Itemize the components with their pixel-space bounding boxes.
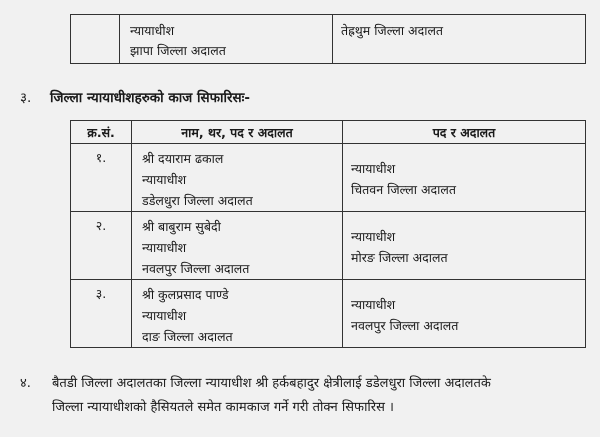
- post-cell: [343, 280, 586, 348]
- cell-line: झापा जिल्ला अदालत: [130, 43, 226, 58]
- post-cell: [333, 15, 586, 64]
- cell-line: न्यायाधीश: [142, 308, 187, 323]
- name-cell: [120, 15, 333, 64]
- serial-cell: [71, 15, 120, 64]
- column-header-name: नाम, थर, पद र अदालत: [132, 121, 343, 144]
- section-number: ३.: [20, 90, 32, 106]
- section-title: जिल्ला न्यायाधीशहरुको काज सिफारिसः-: [50, 90, 250, 106]
- section-3-heading: [20, 88, 250, 106]
- table-row: [71, 15, 586, 64]
- section-4-paragraph: [20, 372, 600, 420]
- cell-line: दाङ जिल्ला अदालत: [142, 329, 233, 344]
- name-cell: [132, 280, 343, 348]
- table-row: [71, 144, 586, 212]
- cell-line: न्यायाधीश: [351, 160, 396, 176]
- table-row: [71, 280, 586, 348]
- cell-line: श्री दयाराम ढकाल: [142, 151, 224, 166]
- paragraph-text: बैतडी जिल्ला अदालतका जिल्ला न्यायाधीश श्री हर्कबहादुर क्षेत्रीलाई डडेलधुरा जिल्ला अदालतके: [52, 376, 491, 391]
- name-cell: [132, 144, 343, 212]
- recommendation-table: [70, 120, 586, 348]
- table-row: [71, 212, 586, 280]
- name-cell: [132, 212, 343, 280]
- cell-line: तेह्रथुम जिल्ला अदालत: [341, 23, 444, 38]
- cell-line: श्री कुलप्रसाद पाण्डे: [142, 287, 229, 302]
- continuation-table: [70, 14, 586, 64]
- section-number: ४.: [20, 376, 31, 391]
- serial-cell: १.: [71, 144, 132, 212]
- cell-line: डडेलधुरा जिल्ला अदालत: [142, 193, 253, 208]
- cell-line: नवलपुर जिल्ला अदालत: [142, 261, 250, 276]
- cell-line: नवलपुर जिल्ला अदालत: [351, 317, 459, 333]
- post-cell: [343, 144, 586, 212]
- cell-line: न्यायाधीश: [142, 240, 187, 255]
- serial-cell: २.: [71, 212, 132, 280]
- paragraph-line-2: जिल्ला न्यायाधीशको हैसियतले समेत कामकाज गर्ने गरी तोक्न सिफारिस ।: [52, 400, 394, 415]
- cell-line: मोरङ जिल्ला अदालत: [351, 249, 448, 265]
- cell-line: न्यायाधीश: [351, 296, 396, 312]
- cell-line: श्री बाबुराम सुबेदी: [142, 219, 221, 234]
- column-header-serial: क्र.सं.: [71, 121, 132, 144]
- post-cell: [343, 212, 586, 280]
- cell-line: न्यायाधीश: [351, 228, 396, 244]
- column-header-post: पद र अदालत: [343, 121, 586, 144]
- paragraph-line-1: [20, 372, 600, 396]
- serial-cell: ३.: [71, 280, 132, 348]
- cell-line: चितवन जिल्ला अदालत: [351, 181, 457, 197]
- cell-line: न्यायाधीश: [130, 23, 175, 38]
- cell-line: न्यायाधीश: [142, 172, 187, 187]
- table-header-row: [71, 121, 586, 144]
